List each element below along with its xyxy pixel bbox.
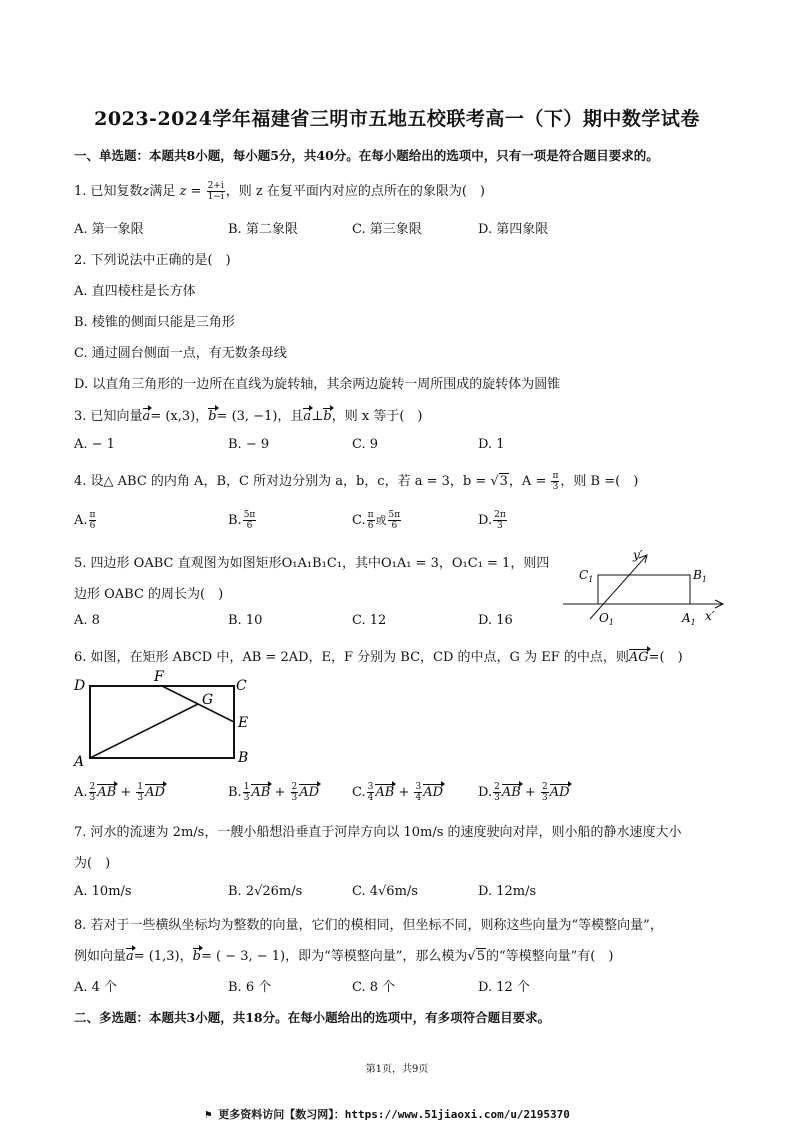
section-heading-1: 一、单选题：本题共8小题，每小题5分，共40分。在每小题给出的选项中，只有一项是符合题目要求的。 [74,148,659,163]
q4-option-d: D. $\frac{2\pi}{3}$ [478,510,506,531]
label-a: A [74,754,85,768]
y-axis [590,555,647,619]
label-o1: $O_1$ [599,611,614,627]
q2-option-c: C. 通过圆台侧面一点，有无数条母线 [74,346,287,361]
q7-option-c: C. 4√6m/s [352,884,418,899]
question-6: 6. 如图，在矩形 ABCD 中，AB = 2AD，E，F 分别为 BC，CD 的中点，G 为 EF 的中点，则AG=( ) [74,650,683,665]
q4-option-a: A. $\frac{\pi}{6}$ [74,510,96,531]
q8-option-a: A. 4 个 [74,980,118,995]
question-5-line-1: 5. 四边形 OABC 直观图为如图矩形O₁A₁B₁C₁，其中O₁A₁ = 3，O₁C₁ = 1，则四 [74,556,550,571]
q4-option-b: B. $\frac{5\pi}{6}$ [228,510,256,531]
label-a1: $A_1$ [682,611,696,627]
flag-icon: ⚑ [205,1108,212,1121]
q5-option-d: D. 16 [478,613,513,628]
q2-option-d: D. 以直角三角形的一边所在直线为旋转轴，其余两边旋转一周所围成的旋转体为圆锥 [74,377,561,392]
question-8-line-1: 8. 若对于一些横纵坐标均为整数的向量，它们的模相同，但坐标不同，则称这些向量为“等模整向量”， [74,918,663,933]
q5-option-c: C. 12 [352,613,387,628]
q8-option-c: C. 8 个 [352,980,396,995]
q3-option-c: C. 9 [352,437,379,452]
label-g: G [202,692,214,708]
q6-option-b: B. $\frac{1}{3}$ AB + $\frac{2}{3}$ AD [228,782,320,803]
q1-option-b: B. 第二象限 [228,222,298,237]
page-footer: 第1页，共9页 [365,1064,429,1075]
q1-option-d: D. 第四象限 [478,222,549,237]
question-5-line-2: 边形 OABC 的周长为( ) [74,587,224,602]
label-x-prime: x′ [705,609,715,623]
rectangle-o1a1b1c1 [598,575,690,604]
label-c: C [236,678,247,694]
q7-option-b: B. 2√26m/s [228,884,303,899]
label-d: D [74,678,86,694]
question-7-line-1: 7. 河水的流速为 2m/s，一艘小船想沿垂直于河岸方向以 10m/s 的速度驶向对岸，则小船的静水速度大小 [74,825,682,840]
label-c1: $C_1$ [579,568,594,584]
question-8-line-2: 例如向量a= (1,3)，b= ( − 3, − 1)，即为“等模整向量”，那么模为√5的“等模整向量”有( ) [74,949,614,964]
fraction: $\frac{2+i}{1-i}$ [207,181,224,202]
promo-banner[interactable]: ⚑ 更多资料访问【数习网】：https://www.51jiaoxi.com/u/2195370 [205,1108,570,1121]
q7-option-a: A. 10m/s [74,884,132,899]
label-e: E [238,715,249,731]
q3-option-d: D. 1 [478,437,505,452]
question-1: 1. 已知复数z满足 z = $\frac{2+i}{1-i}$ ，则 z 在复平面内对应的点所在的象限为( ) [74,181,485,202]
segment-ag [90,704,198,758]
q3-option-b: B. − 9 [228,437,270,452]
q7-option-d: D. 12m/s [478,884,537,899]
label-y-prime: y′ [633,548,643,562]
question-3: 3. 已知向量a= (x,3)，b= (3, −1)，且a⊥b，则 x 等于( ) [74,409,423,424]
q6-option-c: C. $\frac{3}{4}$ AB + $\frac{3}{4}$ AD [352,782,444,803]
q6-figure [70,668,255,768]
question-4: 4. 设△ ABC 的内角 A，B，C 所对边分别为 a，b，c，若 a = 3，b = √3，A = $\frac{\pi}{3}$ ，则 B =( ) [74,471,639,492]
q8-option-d: D. 12 个 [478,980,530,995]
q5-figure [555,545,730,630]
page-title: 2023-2024学年福建省三明市五地五校联考高一（下）期中数学试卷 [94,108,700,130]
q6-option-d: D. $\frac{2}{3}$ AB + $\frac{2}{3}$ AD [478,782,570,803]
q1-option-a: A. 第一象限 [74,222,144,237]
label-f: F [154,669,164,685]
question-2: 2. 下列说法中正确的是( ) [74,253,231,268]
q2-option-b: B. 棱锥的侧面只能是三角形 [74,315,235,330]
q4-option-c: C. $\frac{\pi}{6}$ 或 $\frac{5\pi}{6}$ [352,510,401,531]
label-b: B [238,750,249,766]
q2-option-a: A. 直四棱柱是长方体 [74,284,196,299]
q6-option-a: A. $\frac{2}{3}$ AB + $\frac{1}{3}$ AD [74,782,165,803]
q5-option-b: B. 10 [228,613,263,628]
label-b1: $B_1$ [693,568,707,584]
q5-option-a: A. 8 [74,613,100,628]
question-7-line-2: 为( ) [74,856,111,871]
q3-option-a: A. − 1 [74,437,115,452]
q8-option-b: B. 6 个 [228,980,272,995]
q1-option-c: C. 第三象限 [352,222,422,237]
section-heading-2: 二、多选题：本题共3小题，共18分。在每小题给出的选项中，有多项符合题目要求。 [74,1010,551,1025]
